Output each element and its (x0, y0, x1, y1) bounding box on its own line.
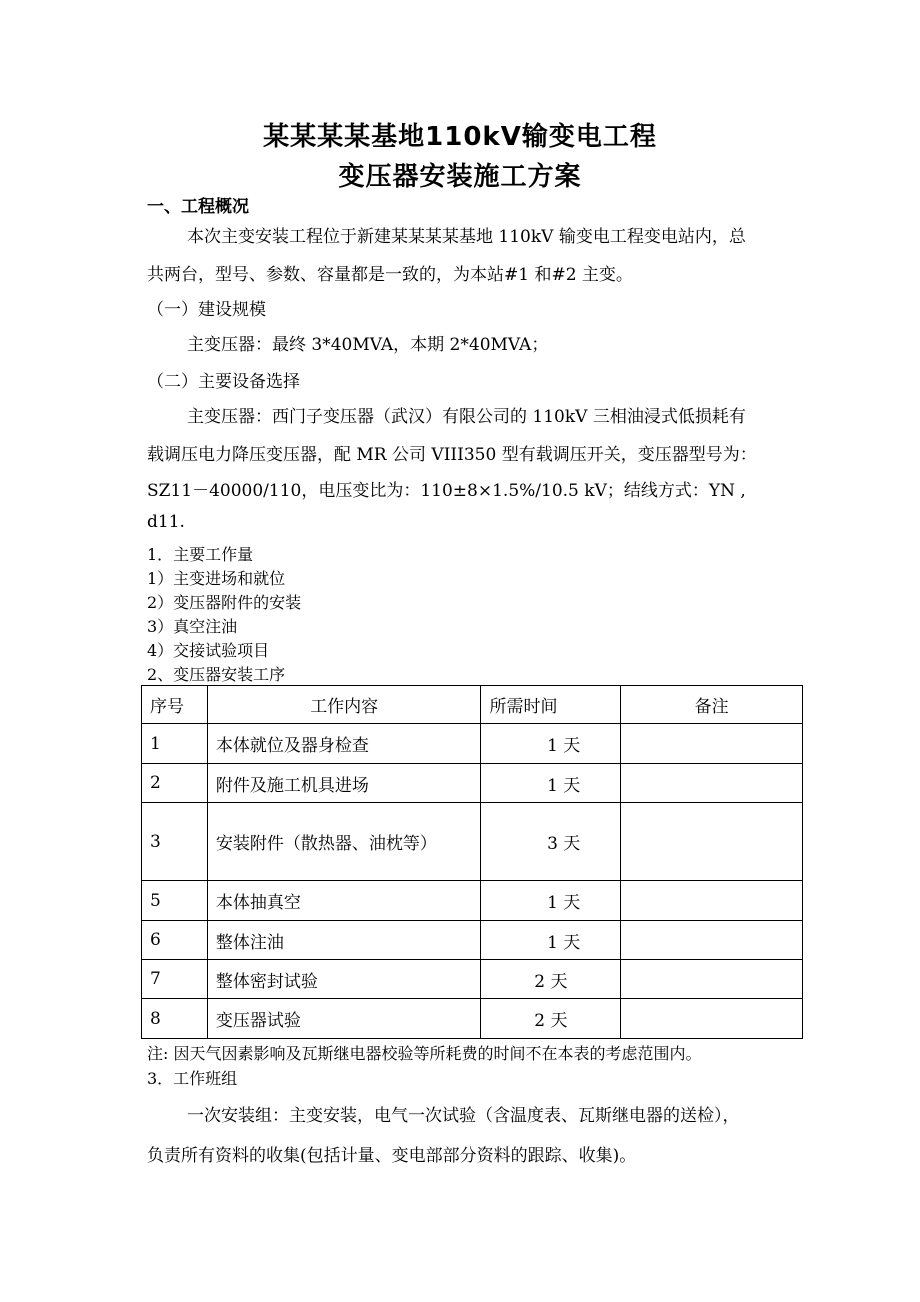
row-note (621, 764, 803, 803)
table-row (142, 921, 803, 960)
table-header-row (142, 686, 803, 724)
row-note (621, 881, 803, 921)
row-no: 6 (142, 921, 208, 960)
row-time: 2 天 (481, 999, 621, 1039)
table-row (142, 999, 803, 1039)
row-note (621, 724, 803, 764)
procedure-heading: 2、变压器安装工序 (147, 665, 286, 684)
overview-paragraph-line2: 共两台，型号、参数、容量都是一致的，为本站#1 和#2 主变。 (147, 265, 633, 285)
subsection-heading-equipment: （二）主要设备选择 (147, 372, 300, 392)
table-footnote: 注: 因天气因素影响及瓦斯继电器校验等所耗费的时间不在本表的考虑范围内。 (147, 1044, 702, 1063)
workload-item: 2）变压器附件的安装 (147, 593, 302, 612)
row-no: 7 (142, 960, 208, 999)
table-row (142, 960, 803, 999)
row-content: 本体抽真空 (207, 881, 481, 921)
section-heading-overview: 一、工程概况 (147, 197, 249, 217)
workload-item: 4）交接试验项目 (147, 641, 270, 660)
row-note (621, 803, 803, 881)
row-time: 1 天 (481, 724, 621, 764)
row-no: 5 (142, 881, 208, 921)
row-no: 8 (142, 999, 208, 1039)
row-content: 附件及施工机具进场 (207, 764, 481, 803)
row-content: 变压器试验 (207, 999, 481, 1039)
team-paragraph-line2: 负责所有资料的收集(包括计量、变电部部分资料的跟踪、收集)。 (147, 1146, 637, 1166)
subsection-heading-scale: （一）建设规模 (147, 300, 266, 320)
row-no: 3 (142, 803, 208, 881)
column-header-no: 序号 (142, 686, 208, 724)
column-header-time: 所需时间 (481, 686, 621, 724)
row-content: 整体密封试验 (207, 960, 481, 999)
table-row (142, 724, 803, 764)
team-heading: 3．工作班组 (147, 1069, 238, 1088)
row-content: 安装附件（散热器、油枕等） (207, 803, 481, 881)
row-time: 1 天 (481, 881, 621, 921)
workload-item: 1）主变进场和就位 (147, 569, 286, 588)
scale-text: 主变压器：最终 3*40MVA，本期 2*40MVA； (187, 335, 549, 355)
equipment-paragraph-line2: 载调压电力降压变压器，配 MR 公司 VIII350 型有载调压开关，变压器型号为： (147, 445, 757, 465)
overview-paragraph-line1: 本次主变安装工程位于新建某某某某基地 110kV 输变电工程变电站内，总 (187, 227, 746, 247)
procedure-table (141, 685, 803, 1039)
table-row (142, 881, 803, 921)
document-title: 某某某某基地110kV输变电工程 (263, 122, 657, 152)
column-header-note: 备注 (621, 686, 803, 724)
row-note (621, 999, 803, 1039)
equipment-paragraph-line4: d11. (147, 512, 185, 532)
row-no: 1 (142, 724, 208, 764)
row-content: 整体注油 (207, 921, 481, 960)
row-content: 本体就位及器身检查 (207, 724, 481, 764)
equipment-paragraph-line1: 主变压器：西门子变压器（武汉）有限公司的 110kV 三相油浸式低损耗有 (187, 407, 746, 427)
workload-item: 3）真空注油 (147, 617, 238, 636)
row-note (621, 960, 803, 999)
row-no: 2 (142, 764, 208, 803)
row-time: 1 天 (481, 921, 621, 960)
table-row (142, 803, 803, 881)
table-row (142, 764, 803, 803)
equipment-paragraph-line3: SZ11－40000/110，电压变比为：110±8×1.5%/10.5 kV；结线方式：YN , (147, 481, 746, 501)
row-time: 3 天 (481, 803, 621, 881)
row-time: 1 天 (481, 764, 621, 803)
document-subtitle: 变压器安装施工方案 (338, 162, 582, 192)
row-time: 2 天 (481, 960, 621, 999)
team-paragraph-line1: 一次安装组：主变安装，电气一次试验（含温度表、瓦斯继电器的送检）， (187, 1106, 740, 1126)
row-note (621, 921, 803, 960)
workload-heading: 1．主要工作量 (147, 545, 254, 564)
column-header-content: 工作内容 (207, 686, 481, 724)
